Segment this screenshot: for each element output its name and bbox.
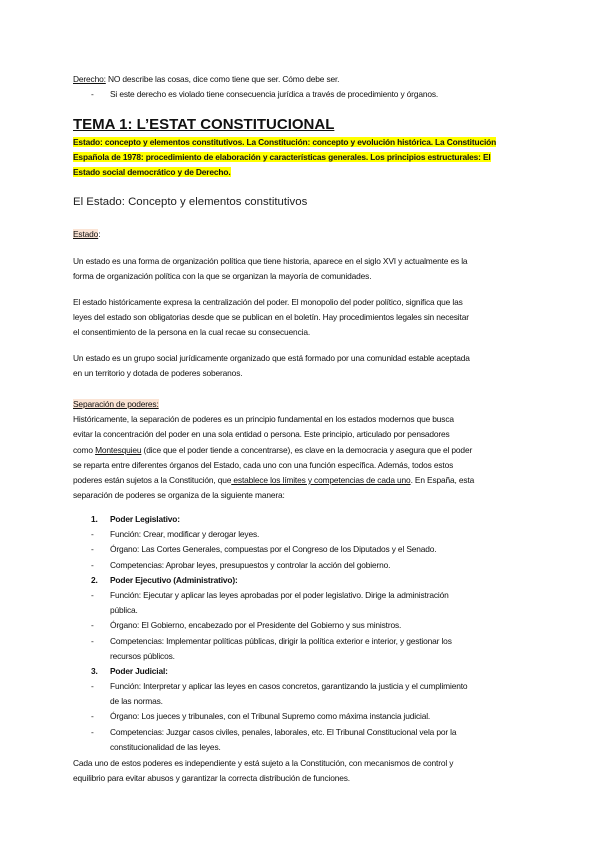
text-span: como — [73, 444, 96, 455]
list-text: Poder Judicial: — [110, 665, 168, 676]
list-marker: - — [91, 711, 94, 722]
list-text: Competencias: Implementar políticas públicas, dirigir la política exterior e interior, y gestionar los — [110, 635, 452, 646]
list-text: constitucionalidad de las leyes. — [110, 741, 221, 752]
estado-label: Estado — [73, 229, 99, 239]
list-marker: 2. — [91, 574, 98, 585]
separacion-label: Separación de poderes: — [73, 399, 159, 409]
derecho-text: NO describe las cosas, dice como tiene que ser. Cómo debe ser. — [105, 74, 340, 84]
list-text: Poder Legislativo: — [110, 514, 180, 524]
separacion-section — [73, 397, 474, 503]
list-marker: - — [91, 620, 94, 631]
highlight-line: Española de 1978: procedimiento de elaboración y características generales. Los principios estructurales: El — [73, 152, 491, 163]
text-line: El estado históricamente expresa la centralización del poder. El monopolio del poder político, significa que las — [73, 297, 463, 307]
text-line: leyes del estado son obligatorias desde que se publican en el boletín. Hay procedimientos legales sin necesitar — [73, 312, 469, 323]
list-text: Poder Ejecutivo (Administrativo): — [110, 574, 238, 585]
list-marker: - — [91, 589, 94, 600]
intro — [73, 72, 439, 102]
topic-highlight — [73, 135, 496, 181]
closing-paragraph — [73, 756, 453, 786]
list-text: pública. — [110, 605, 138, 616]
text-line: Cada uno de estos poderes es independiente y está sujeto a la Constitución, con mecanismos de control y — [73, 758, 454, 768]
text-line: se reparta entre diferentes órganos del Estado, cada uno con una función específica. Además, todos estos — [73, 459, 454, 470]
bullet-dash: - — [91, 89, 94, 100]
list-marker: - — [91, 635, 94, 646]
list-text: Órgano: Los jueces y tribunales, con el Tribunal Supremo como máxima instancia judicial. — [110, 711, 431, 722]
text-span: (dice que el poder tiende a concentrarse), es clave en la democracia y asegura que el poder — [141, 444, 473, 455]
intro-bullet: Si este derecho es violado tiene consecuencia jurídica a través de procedimiento y órganos. — [110, 89, 439, 100]
text-line: el consentimiento de la persona en la cual recae su consecuencia. — [73, 327, 311, 338]
text-line: evitar la concentración del poder en una sola entidad o persona. Este principio, articulado por pensadores — [73, 429, 450, 440]
text-line: Un estado es una forma de organización política que tiene historia, aparece en el siglo XVI y actualmente es la — [73, 256, 468, 266]
text-line: Un estado es un grupo social jurídicamente organizado que está formado por una comunidad estable aceptada — [73, 353, 470, 363]
list-marker: - — [91, 559, 94, 570]
text-line: separación de poderes se organiza de la siguiente manera: — [73, 490, 285, 501]
list-marker: - — [91, 681, 94, 692]
highlight-line: Estado: concepto y elementos constitutivos. La Constitución: concepto y evolución histórica. La Constitución — [73, 137, 497, 147]
list-text: Función: Crear, modificar y derogar leyes. — [110, 529, 260, 540]
page-title: TEMA 1: L’ESTAT CONSTITUCIONAL — [73, 116, 335, 133]
list-marker: 1. — [91, 514, 98, 524]
text-line: en un territorio y dotada de poderes soberanos. — [73, 368, 243, 379]
text-line: Históricamente, la separación de poderes es un principio fundamental en los estados modernos que busca — [73, 414, 454, 425]
text-line: equilibrio para evitar abusos y garantizar la correcta distribución de funciones. — [73, 773, 350, 784]
estado-paragraph-1 — [73, 254, 467, 284]
list-text: recursos públicos. — [110, 650, 175, 661]
estado-paragraph-2 — [73, 295, 469, 341]
colon: : — [98, 229, 101, 239]
list-text: Órgano: El Gobierno, encabezado por el Presidente del Gobierno y sus ministros. — [110, 620, 402, 631]
list-text: Órgano: Las Cortes Generales, compuestas por el Congreso de los Diputados y el Senado. — [110, 544, 437, 555]
list-text: Competencias: Aprobar leyes, presupuestos y controlar la acción del gobierno. — [110, 559, 391, 570]
section-heading: El Estado: Concepto y elementos constitutivos — [73, 196, 308, 208]
list-text: Función: Interpretar y aplicar las leyes en casos concretos, garantizando la justicia y el cumplimiento — [110, 681, 468, 692]
text-span: . En España, esta — [410, 474, 475, 485]
list-marker: - — [91, 529, 94, 540]
estado-paragraph-3 — [73, 351, 470, 381]
estado-label-row — [73, 227, 100, 242]
list-marker: - — [91, 726, 94, 737]
derecho-label: Derecho: — [73, 74, 106, 84]
highlight-line: Estado social democrático y de Derecho. — [73, 167, 231, 178]
montesquieu-underlined: Montesquieu — [95, 444, 142, 455]
list-text: Competencias: Juzgar casos civiles, penales, laborales, etc. El Tribunal Constitucional vela por la — [110, 726, 457, 737]
list-text: de las normas. — [110, 696, 163, 707]
list-marker: 3. — [91, 665, 98, 676]
text-line: forma de organización política con la que se organizan la mayoría de comunidades. — [73, 271, 372, 282]
underlined-phrase: establece los límites y competencias de cada uno — [231, 474, 411, 485]
list-text: Función: Ejecutar y aplicar las leyes aprobadas por el poder legislativo. Dirige la administración — [110, 589, 449, 600]
list-marker: - — [91, 544, 94, 555]
text-span: poderes están sujetos a la Constitución, que — [73, 474, 232, 485]
